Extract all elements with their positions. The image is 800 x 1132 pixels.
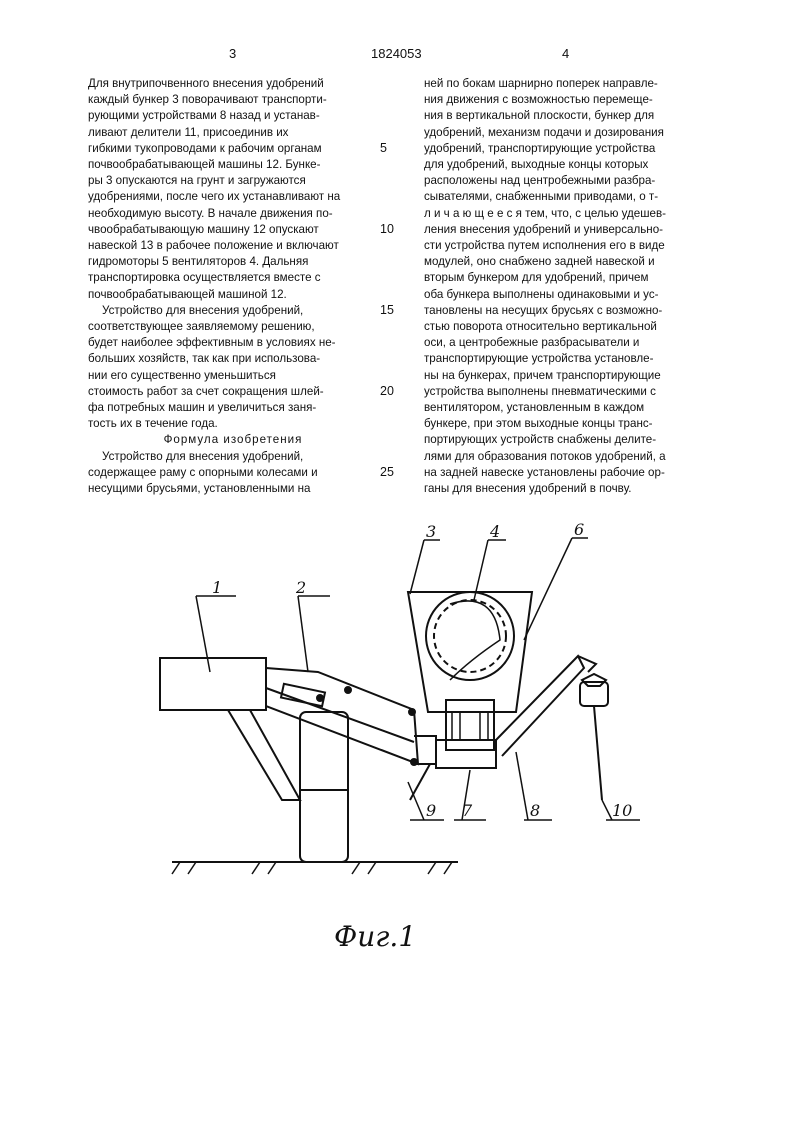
text-line: Устройство для внесения удобрений, xyxy=(102,449,304,463)
label-1: 1 xyxy=(212,578,223,597)
line-number: 5 xyxy=(380,141,387,155)
text-line: удобрений, транспортирующие устройства xyxy=(424,141,656,155)
text-line: оси, а центробежные разбрасыватели и xyxy=(424,336,640,350)
text-line: удобрениями, после чего их устанавливают на xyxy=(88,190,341,204)
text-line: ры 3 опускаются на грунт и загружаются xyxy=(88,174,306,188)
text-line: транспортирующие устройства установле- xyxy=(424,352,654,366)
text-line: соответствующее заявляемому решению, xyxy=(88,320,315,334)
claims-heading: Формула изобретения xyxy=(163,433,303,447)
text-line: ния в вертикальной плоскости, бункер для xyxy=(424,109,655,123)
label-9: 9 xyxy=(426,801,437,820)
text-line: ней по бокам шарнирно поперек направле- xyxy=(424,77,658,90)
text-line: вентилятором, установленным в каждом xyxy=(424,401,645,415)
support-strut xyxy=(228,710,300,800)
ground-hatching xyxy=(172,862,452,874)
text-line: необходимую высоту. В начале движения по- xyxy=(88,206,333,220)
text-line: будет наиболее эффективным в условиях не- xyxy=(88,336,336,350)
text-line: больших хозяйств, так как при использова- xyxy=(88,352,321,366)
hopper-3 xyxy=(408,592,532,712)
label-2: 2 xyxy=(296,578,307,597)
text-line: оба бункера выполнены одинаковыми и ус- xyxy=(424,287,659,301)
text-line: лями для образования потоков удобрений, а xyxy=(424,449,666,463)
text-line: ганы для внесения удобрений в почву. xyxy=(424,482,632,496)
text-line: ны на бункерах, причем транспортирующие xyxy=(424,368,661,382)
text-line: почвообрабатывающей машиной 12. xyxy=(88,287,287,301)
frame-block-1 xyxy=(160,658,266,710)
line-number: 15 xyxy=(380,303,394,317)
fan-rotor xyxy=(426,592,514,680)
label-10: 10 xyxy=(612,801,633,820)
text-line: почвообрабатывающей машины 12. Бунке- xyxy=(88,158,321,172)
text-line: стью поворота относительно вертикальной xyxy=(424,320,657,334)
conveyor-8 xyxy=(496,656,584,756)
label-6: 6 xyxy=(574,520,585,539)
text-line: устройства выполнены пневматическими с xyxy=(424,384,656,398)
text-line: сывателями, снабженными приводами, о т- xyxy=(424,190,659,204)
text-line: гидромоторы 5 вентиляторов 4. Дальняя xyxy=(88,255,309,269)
page-number-right: 4 xyxy=(562,46,570,61)
figure-caption: Фиг.1 xyxy=(334,920,417,953)
text-line: чвообрабатывающую машину 12 опускают xyxy=(88,222,319,236)
document-number: 1824053 xyxy=(371,46,422,61)
line-number: 10 xyxy=(380,222,394,236)
text-line: для удобрений, выходные концы которых xyxy=(424,158,649,172)
label-8: 8 xyxy=(530,801,541,820)
text-line: ливают делители 11, присоединив их xyxy=(88,125,289,139)
text-line: гибкими тукопроводами к рабочим органам xyxy=(88,141,322,155)
text-line: вторым бункером для удобрений, причем xyxy=(424,271,649,285)
page-number-left: 3 xyxy=(229,46,237,61)
text-line: Для внутрипочвенного внесения удобрений xyxy=(88,77,324,90)
text-line: тость их в течение года. xyxy=(88,417,218,431)
text-line: нии его существенно уменьшиться xyxy=(88,368,276,382)
text-line: модулей, оно снабжено задней навеской и xyxy=(424,255,655,269)
text-line: каждый бункер 3 поворачивают транспорти- xyxy=(88,93,327,107)
text-line: несущими брусьями, установленными на xyxy=(88,482,311,496)
text-line: стоимость работ за счет сокращения шлей- xyxy=(88,384,324,398)
line-number: 25 xyxy=(380,465,394,479)
text-line: на задней навеске установлены рабочие ор- xyxy=(424,465,665,479)
label-7: 7 xyxy=(462,801,473,820)
line-number: 20 xyxy=(380,384,394,398)
text-line: ления внесения удобрений и универсально- xyxy=(424,222,664,236)
text-line: фа потребных машин и увеличиться заня- xyxy=(88,401,317,415)
text-line: Устройство для внесения удобрений, xyxy=(102,303,304,317)
text-line: рующими устройствами 8 назад и устанав- xyxy=(88,109,320,123)
text-line: л и ч а ю щ е е с я тем, что, с целью удешев- xyxy=(424,206,667,220)
text-line: удобрений, механизм подачи и дозирования xyxy=(424,125,664,139)
text-line: портирующих устройств снабжены делите- xyxy=(424,433,657,447)
text-line: навеской 13 в рабочее положение и включают xyxy=(88,239,339,253)
text-line: бункере, при этом выходные концы транс- xyxy=(424,417,653,431)
text-line: расположены над центробежными разбра- xyxy=(424,174,656,188)
text-line: сти устройства путем исполнения его в виде xyxy=(424,239,665,253)
text-line: тановлены на несущих брусьях с возможно- xyxy=(424,303,663,317)
text-line: ния движения с возможностью перемеще- xyxy=(424,93,653,107)
label-4: 4 xyxy=(490,522,501,541)
feeder-body xyxy=(446,700,494,750)
text-line: транспортировка осуществляется вместе с xyxy=(88,271,321,285)
label-3: 3 xyxy=(426,522,437,541)
text-line: содержащее раму с опорными колесами и xyxy=(88,465,318,479)
